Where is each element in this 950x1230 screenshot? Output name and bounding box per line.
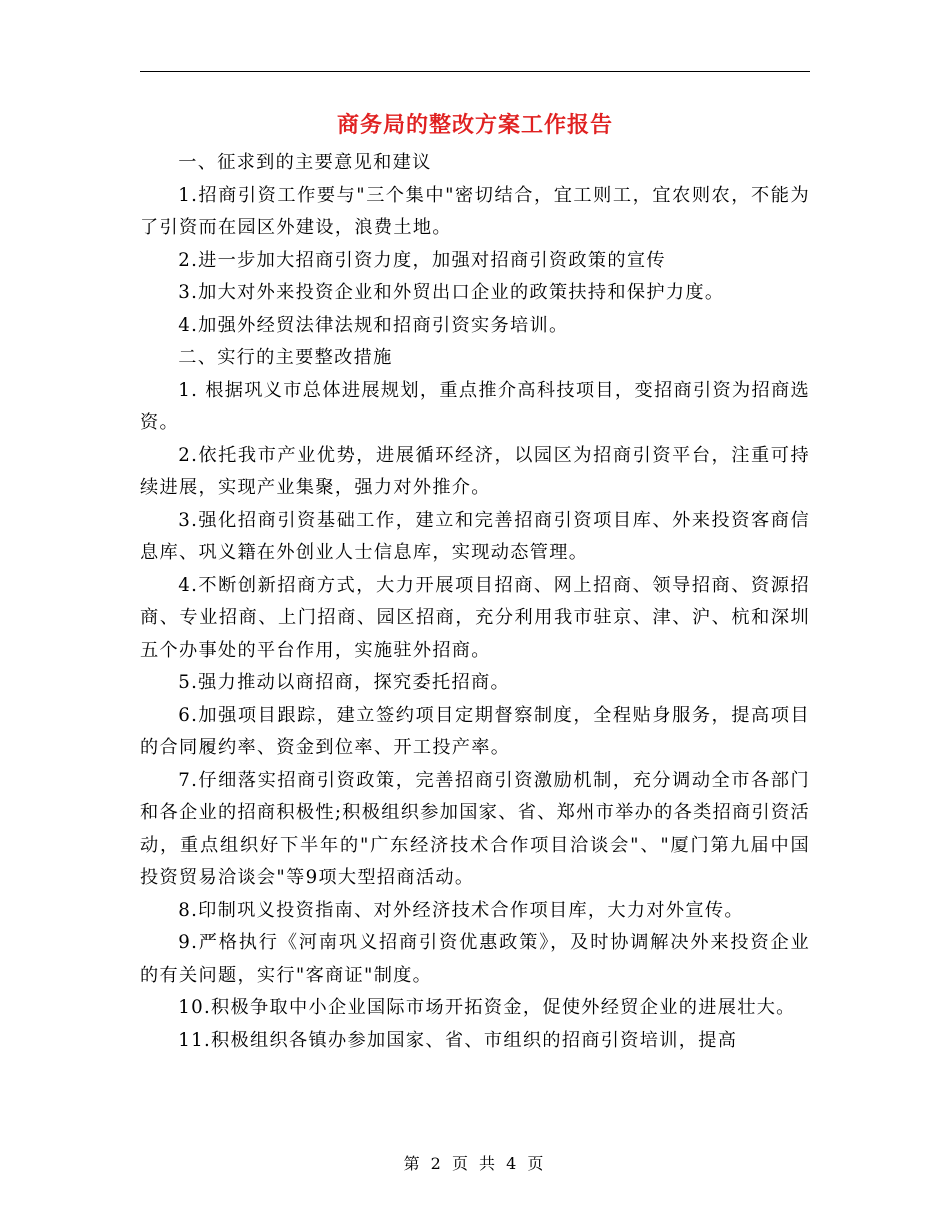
paragraph: 4.加强外经贸法律法规和招商引资实务培训。 (178, 314, 569, 336)
paragraph: 4.不断创新招商方式，大力开展项目招商、网上招商、领导招商、资源招商、专业招商、上门招商、园区招商，充分利用我市驻京、津、沪、杭和深圳五个办事处的平台作用，实施驻外招商。 (140, 574, 810, 661)
section-heading: 二、实行的主要整改措施 (178, 347, 393, 368)
paragraph: 1.招商引资工作要与"三个集中"密切结合，宜工则工，宜农则农，不能为了引资而在园区外建设，浪费土地。 (140, 184, 810, 238)
paragraph: 6.加强项目跟踪，建立签约项目定期督察制度，全程贴身服务，提高项目的合同履约率、资金到位率、开工投产率。 (140, 704, 810, 758)
document-body (140, 147, 810, 1057)
section-heading: 一、征求到的主要意见和建议 (178, 152, 432, 173)
page-number: 第 2 页 共 4 页 (403, 1154, 547, 1173)
paragraph: 7.仔细落实招商引资政策，完善招商引资激励机制，充分调动全市各部门和各企业的招商积极性;积极组织参加国家、省、郑州市举办的各类招商引资活动，重点组织好下半年的"广东经济技术合作项目洽谈会"、"厦门第九届中国投资贸易洽谈会"等9项大型招商活动。 (140, 769, 811, 888)
paragraph: 10.积极争取中小企业国际市场开拓资金，促使外经贸企业的进展壮大。 (178, 997, 796, 1018)
paragraph: 11.积极组织各镇办参加国家、省、市组织的招商引资培训，提高 (178, 1029, 738, 1051)
paragraph: 5.强力推动以商招商，探究委托招商。 (178, 672, 510, 693)
document-title: 商务局的整改方案工作报告 (336, 112, 613, 138)
paragraph: 9.严格执行《河南巩义招商引资优惠政策》，及时协调解决外来投资企业的有关问题，实行"客商证"制度。 (140, 932, 810, 986)
paragraph: 3.加大对外来投资企业和外贸出口企业的政策扶持和保护力度。 (178, 282, 725, 303)
paragraph: 8.印制巩义投资指南、对外经济技术合作项目库，大力对外宣传。 (178, 899, 744, 921)
paragraph: 1. 根据巩义市总体进展规划，重点推介高科技项目，变招商引资为招商选资。 (140, 379, 810, 433)
paragraph: 2.依托我市产业优势，进展循环经济，以园区为招商引资平台，注重可持续进展，实现产业集聚，强力对外推介。 (140, 444, 810, 498)
paragraph: 2.进一步加大招商引资力度，加强对招商引资政策的宣传 (178, 249, 666, 271)
header-rule (140, 71, 810, 72)
paragraph: 3.强化招商引资基础工作，建立和完善招商引资项目库、外来投资客商信息库、巩义籍在外创业人士信息库，实现动态管理。 (140, 509, 810, 563)
